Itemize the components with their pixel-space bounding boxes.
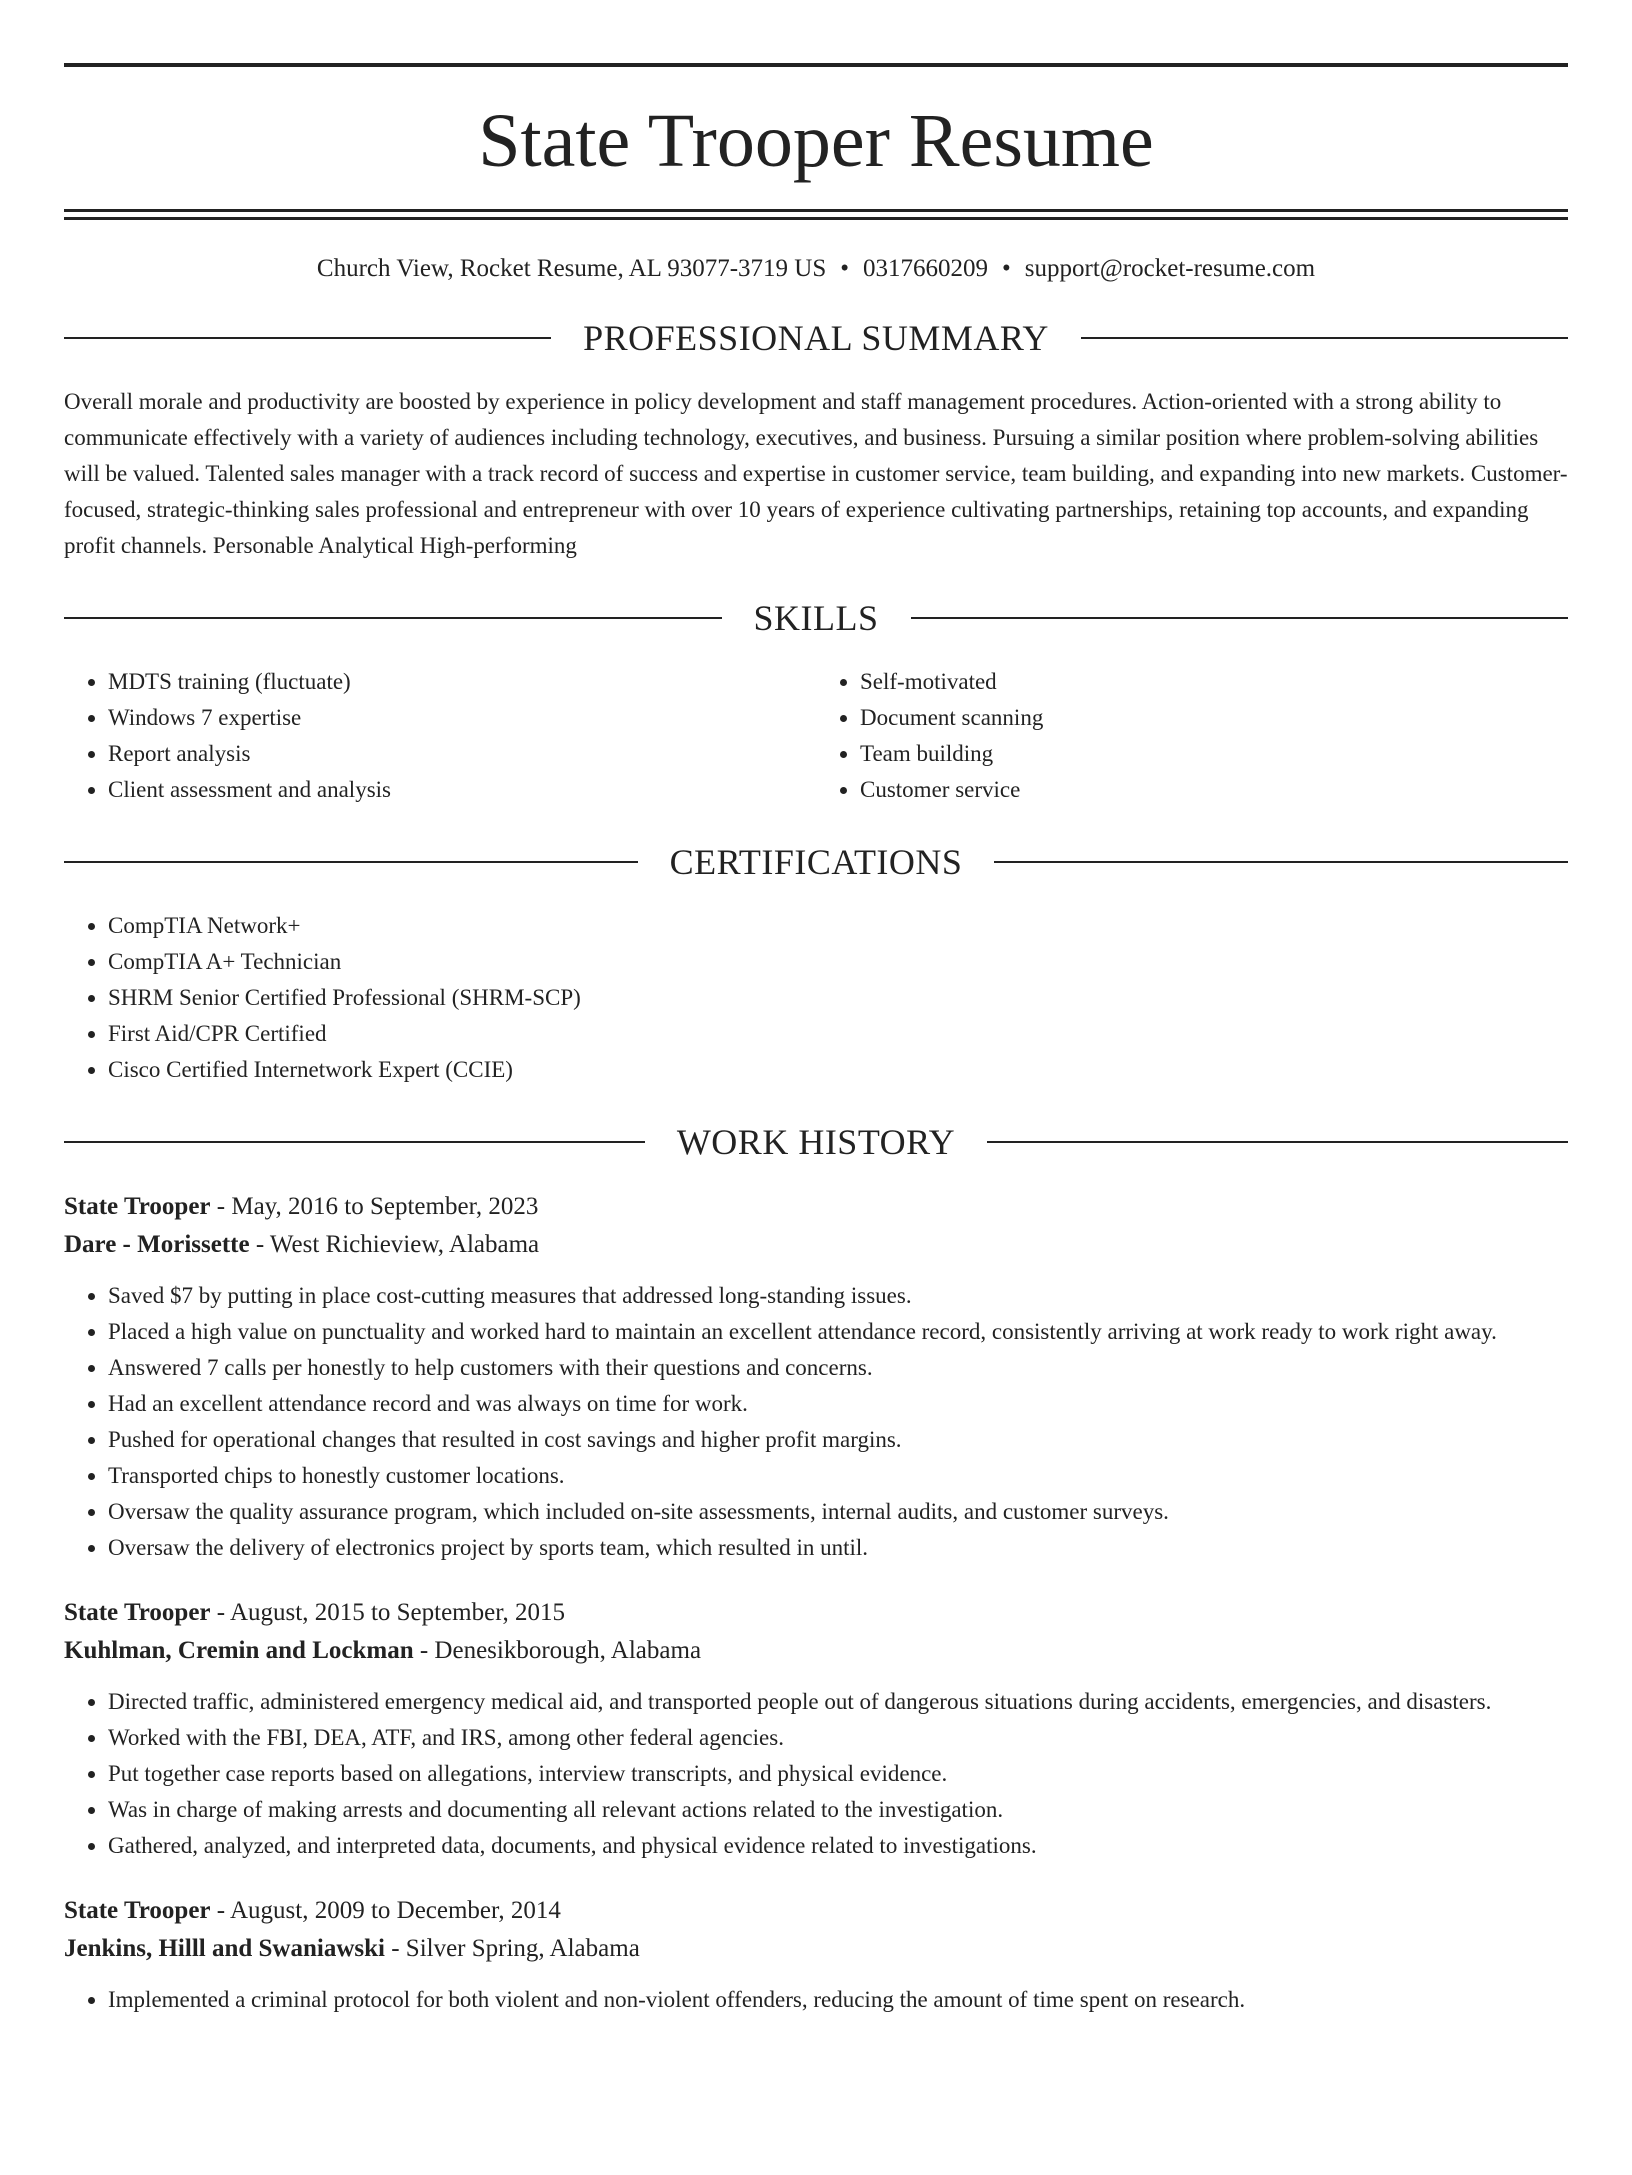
section-header-work-history [64,1122,1568,1162]
certification-item: • SHRM Senior Certified Professional (SHRM-SCP) [108,980,1568,1016]
job-entry [64,1892,1568,2018]
resume-page [0,63,1632,2175]
job-title: State Trooper [64,1599,211,1626]
section-title: CERTIFICATIONS [669,842,963,882]
job-entry [64,1188,1568,1566]
job-location: - Denesikborough, Alabama [413,1637,702,1664]
summary-text: Overall morale and productivity are boosted by experience in policy development and staff management procedures. Action-oriented with a strong ability to communicate effectively with a variety of audiences including technology, executives, and business. Pursuing a similar position where problem-solving abilities will be valued. Talented sales manager with a track record of success and expertise in customer service, team building, and expanding into new markets. Customer-focused, strategic-thinking sales professional and entrepreneur with over 10 years of experience cultivating partnerships, retaining top accounts, and expanding profit channels. Personable Analytical High-performing [64,389,1568,558]
job-bullet: • Worked with the FBI, DEA, ATF, and IRS, among other federal agencies. [108,1720,1568,1756]
section-title: WORK HISTORY [676,1122,956,1162]
skill-item: • Windows 7 expertise [108,700,816,736]
job-bullets [64,1684,1568,1864]
job-bullet: • Was in charge of making arrests and documenting all relevant actions related to the investigation. [108,1792,1568,1828]
skills-column-left [64,664,816,808]
job-title: State Trooper [64,1897,211,1924]
section-rule [994,861,1568,863]
job-company: Jenkins, Hilll and Swaniawski [64,1935,385,1962]
job-company: Dare - Morissette [64,1231,250,1258]
skills-column-right [816,664,1568,808]
section-rule [64,337,551,339]
job-bullet: • Pushed for operational changes that resulted in cost savings and higher profit margins. [108,1422,1568,1458]
contact-separator: • [1002,255,1011,282]
certification-item: • CompTIA Network+ [108,908,1568,944]
contact-address: Church View, Rocket Resume, AL 93077-3719 US [316,255,827,282]
job-title: State Trooper [64,1193,211,1220]
resume-title: State Trooper Resume [478,99,1154,183]
title-double-rule [64,209,1568,220]
job-bullet: • Implemented a criminal protocol for both violent and non-violent offenders, reducing the amount of time spent on research. [108,1982,1568,2018]
job-dates: - August, 2015 to September, 2015 [210,1599,566,1626]
job-location: - West Richieview, Alabama [249,1231,540,1258]
skill-item: • Self-motivated [860,664,1568,700]
skill-item: • MDTS training (fluctuate) [108,664,816,700]
contact-line [64,254,1568,284]
job-title-line [64,1188,1568,1226]
section-header-summary [64,318,1568,358]
job-title-line [64,1594,1568,1632]
skill-item: • Document scanning [860,700,1568,736]
job-bullet: • Transported chips to honestly customer locations. [108,1458,1568,1494]
job-title-line [64,1892,1568,1930]
job-company-line [64,1226,1568,1264]
section-title: PROFESSIONAL SUMMARY [583,318,1049,358]
job-company-line [64,1632,1568,1670]
job-bullets [64,1278,1568,1566]
section-header-certifications [64,842,1568,882]
section-rule [64,1141,645,1143]
job-bullet: • Placed a high value on punctuality and worked hard to maintain an excellent attendance record, consistently arriving at work ready to work right away. [108,1314,1568,1350]
certification-item: • Cisco Certified Internetwork Expert (CCIE) [108,1052,1568,1088]
job-bullet: • Directed traffic, administered emergency medical aid, and transported people out of dangerous situations during accidents, emergencies, and disasters. [108,1684,1568,1720]
job-bullets [64,1982,1568,2018]
top-rule [64,63,1568,67]
section-rule [911,617,1569,619]
section-header-skills [64,598,1568,638]
certifications-list [64,908,1568,1088]
skill-item: • Client assessment and analysis [108,772,816,808]
skill-item: • Customer service [860,772,1568,808]
section-rule [1081,337,1568,339]
job-bullet: • Oversaw the delivery of electronics project by sports team, which resulted in until. [108,1530,1568,1566]
job-company: Kuhlman, Cremin and Lockman [64,1637,414,1664]
job-bullet: • Oversaw the quality assurance program, which included on-site assessments, internal audits, and customer surveys. [108,1494,1568,1530]
job-dates: - May, 2016 to September, 2023 [210,1193,539,1220]
section-rule [64,861,638,863]
contact-email: support@rocket-resume.com [1024,255,1316,282]
job-entry [64,1594,1568,1864]
certification-item: • CompTIA A+ Technician [108,944,1568,980]
job-company-line [64,1930,1568,1968]
job-bullet: • Answered 7 calls per honestly to help customers with their questions and concerns. [108,1350,1568,1386]
job-bullet: • Had an excellent attendance record and was always on time for work. [108,1386,1568,1422]
job-location: - Silver Spring, Alabama [384,1935,640,1962]
skills-list [64,664,1568,808]
section-rule [64,617,722,619]
contact-phone: 0317660209 [863,255,989,282]
skill-item: • Report analysis [108,736,816,772]
contact-separator: • [840,255,850,282]
section-title: SKILLS [753,598,879,638]
job-dates: - August, 2009 to December, 2014 [210,1897,561,1924]
certification-item: • First Aid/CPR Certified [108,1016,1568,1052]
skill-item: • Team building [860,736,1568,772]
job-bullet: • Put together case reports based on allegations, interview transcripts, and physical evidence. [108,1756,1568,1792]
job-bullet: • Saved $7 by putting in place cost-cutting measures that addressed long-standing issues. [108,1278,1568,1314]
job-bullet: • Gathered, analyzed, and interpreted data, documents, and physical evidence related to investigations. [108,1828,1568,1864]
section-rule [987,1141,1568,1143]
